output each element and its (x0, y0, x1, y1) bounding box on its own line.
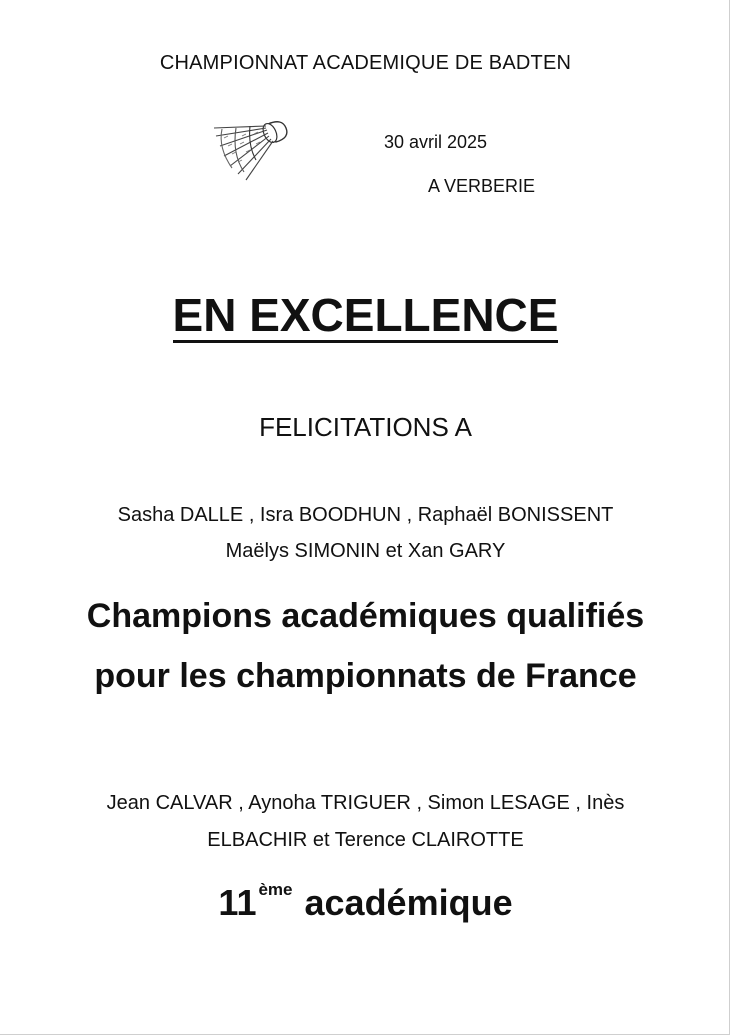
group1-result-line2: pour les championnats de France (94, 657, 637, 695)
event-title: CHAMPIONNAT ACADEMIQUE DE BADTEN (159, 52, 572, 74)
shuttlecock-icon (210, 116, 290, 184)
group2-names-line1: Jean CALVAR , Aynoha TRIGUER , Simon LESAGE , Inès (106, 792, 625, 814)
group2-rank (0, 882, 731, 924)
rank-suffix: ème (258, 880, 293, 899)
group1-result-line1: Champions académiques qualifiés (86, 597, 645, 635)
category-heading (0, 288, 731, 343)
congrats-text: FELICITATIONS A (259, 412, 472, 442)
group1-names-line2: Maëlys SIMONIN et Xan GARY (225, 540, 506, 562)
event-location: A VERBERIE (428, 176, 536, 196)
rank-label: académique (304, 882, 513, 923)
event-date: 30 avril 2025 (384, 132, 488, 152)
category-heading-text: EN EXCELLENCE (172, 289, 559, 341)
group1-names-line1: Sasha DALLE , Isra BOODHUN , Raphaël BONISSENT (117, 504, 614, 526)
rank-number: 11 (218, 882, 257, 923)
group2-names-line2: ELBACHIR et Terence CLAIROTTE (207, 829, 524, 851)
